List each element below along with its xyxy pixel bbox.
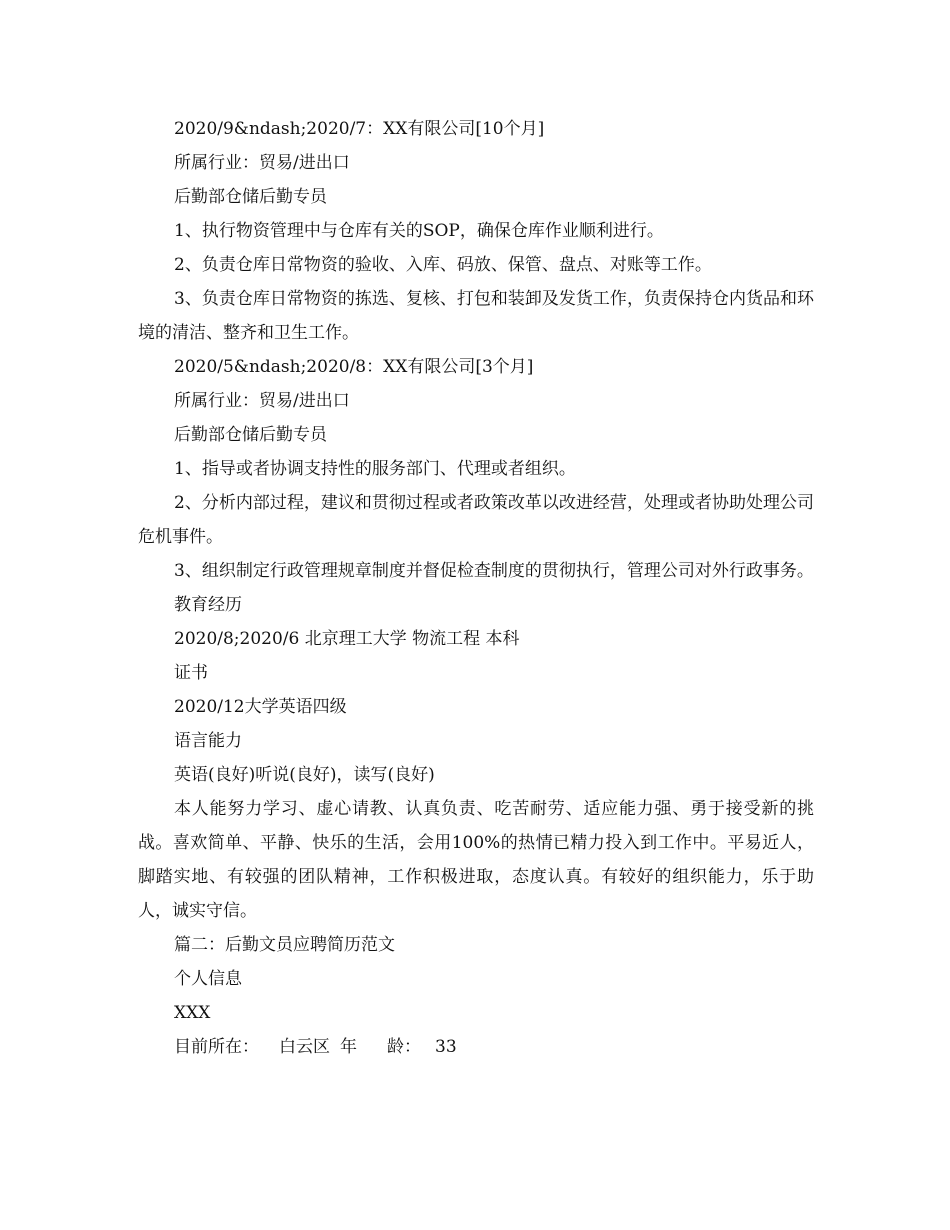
work-period-2: 2020/5&ndash;2020/8：XX有限公司[3个月] <box>174 357 534 377</box>
education-heading: 教育经历 <box>174 595 242 615</box>
duty-1-2: 2、负责仓库日常物资的验收、入库、码放、保管、盘点、对账等工作。 <box>174 255 712 275</box>
self-evaluation: 本人能努力学习、虚心请教、认真负责、吃苦耐劳、适应能力强、勇于接受新的挑战。喜欢简单、平静、快乐的生活，会用100%的热情已精力投入到工作中。平易近人，脚踏实地、有较强的团队精神，工作积极进取，态度认真。有较好的组织能力，乐于助人，诚实守信。 <box>138 799 814 921</box>
duty-1-1: 1、执行物资管理中与仓库有关的SOP，确保仓库作业顺利进行。 <box>174 221 664 241</box>
position-1: 后勤部仓储后勤专员 <box>174 187 327 207</box>
location-label: 目前所在： <box>174 1037 259 1057</box>
location-value: 白云区 <box>279 1037 330 1057</box>
location-age-row <box>138 1030 814 1064</box>
document-page <box>138 112 814 1064</box>
education-entry: 2020/8;2020/6 北京理工大学 物流工程 本科 <box>174 629 520 649</box>
age-label-part1: 年 <box>340 1037 357 1057</box>
age-label-part2: 龄： <box>387 1037 421 1057</box>
section-two-title: 篇二：后勤文员应聘简历范文 <box>174 935 395 955</box>
certificate-heading: 证书 <box>174 663 208 683</box>
personal-info-heading: 个人信息 <box>174 969 242 989</box>
person-name: XXX <box>174 1003 211 1023</box>
language-entry: 英语(良好)听说(良好)，读写(良好) <box>174 765 435 785</box>
duty-1-3: 3、负责仓库日常物资的拣选、复核、打包和装卸及发货工作，负责保持仓内货品和环境的清洁、整齐和卫生工作。 <box>138 289 814 343</box>
industry-2: 所属行业：贸易/进出口 <box>174 391 350 411</box>
duty-2-3: 3、组织制定行政管理规章制度并督促检查制度的贯彻执行，管理公司对外行政事务。 <box>174 561 814 581</box>
duty-2-1: 1、指导或者协调支持性的服务部门、代理或者组织。 <box>174 459 576 479</box>
language-heading: 语言能力 <box>174 731 242 751</box>
duty-2-2: 2、分析内部过程，建议和贯彻过程或者政策改革以改进经营，处理或者协助处理公司危机事件。 <box>138 493 814 547</box>
certificate-entry: 2020/12大学英语四级 <box>174 697 347 717</box>
position-2: 后勤部仓储后勤专员 <box>174 425 327 445</box>
industry-1: 所属行业：贸易/进出口 <box>174 153 350 173</box>
age-value: 33 <box>435 1037 457 1057</box>
work-period-1: 2020/9&ndash;2020/7：XX有限公司[10个月] <box>174 119 545 139</box>
